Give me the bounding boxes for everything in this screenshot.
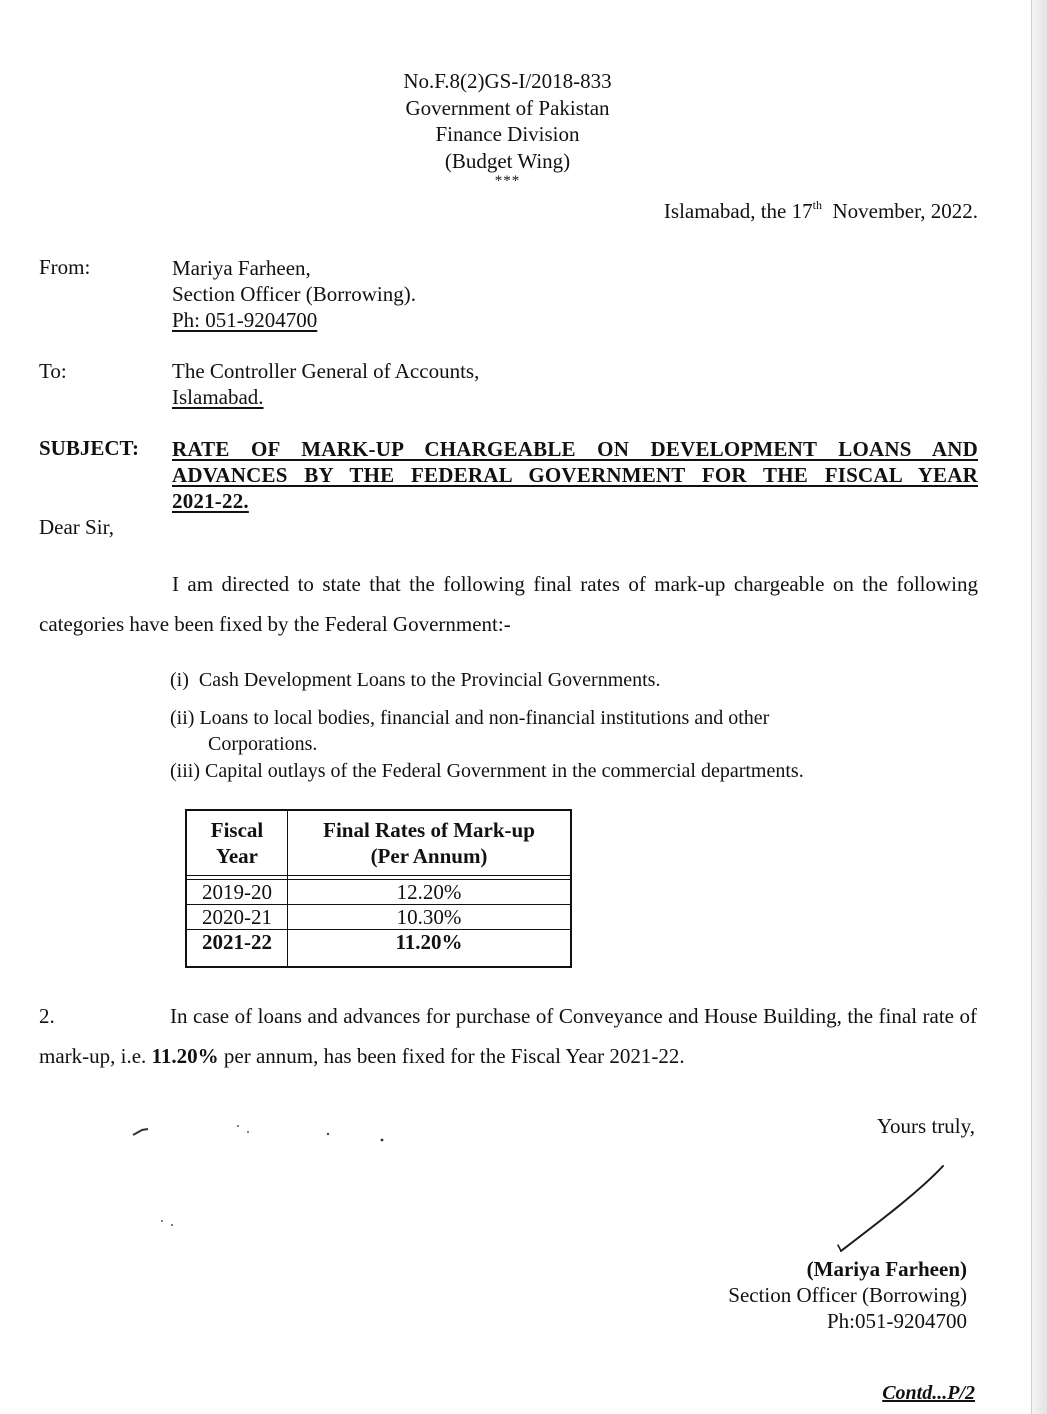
table-header-row [186, 810, 571, 876]
paragraph-2 [39, 996, 977, 1076]
header-stars: *** [494, 173, 521, 189]
scan-specks [120, 1115, 420, 1235]
category-text: Capital outlays of the Federal Government in the commercial departments. [205, 760, 804, 782]
from-phone: Ph: 051-9204700 [172, 308, 318, 332]
paragraph-number: 2. [39, 1004, 55, 1028]
header-line: Year [216, 844, 258, 868]
salutation: Dear Sir, [39, 515, 114, 539]
cell-rate: 10.30% [288, 905, 572, 930]
to-address [172, 358, 479, 410]
government-name: Government of Pakistan [405, 95, 610, 120]
category-continuation: Corporations. [208, 733, 318, 755]
from-address [172, 255, 416, 333]
table-row [186, 930, 571, 955]
page-edge [1031, 0, 1047, 1414]
header-line: Fiscal [210, 818, 264, 842]
subject-text [172, 436, 978, 514]
cell-year: 2019-20 [186, 880, 288, 905]
paragraph-1: I am directed to state that the following final rates of mark-up chargeable on the following categories have been fixed by the Federal Government:- [39, 572, 978, 636]
table-spacer [186, 954, 571, 967]
date-suffix: November, 2022. [832, 199, 978, 223]
signature-block [728, 1256, 967, 1334]
wing-name: (Budget Wing) [444, 148, 571, 173]
cell-rate: 11.20% [288, 930, 572, 955]
date-ordinal: th [812, 198, 822, 212]
subject-line-2: ADVANCES BY THE FEDERAL GOVERNMENT FOR THE FISCAL YEAR [172, 463, 978, 487]
subject-line-3: 2021-22. [172, 489, 249, 513]
paragraph-2-text-a: In case of loans and advances for purchase of Conveyance and House Building, the final rate of mark-up, i.e. [39, 1004, 977, 1068]
division-name: Finance Division [435, 122, 580, 146]
letter-header [0, 68, 1015, 188]
from-name: Mariya Farheen, [172, 256, 311, 280]
paragraph-2-text-b: per annum, has been fixed for the Fiscal Year 2021-22. [218, 1044, 685, 1068]
category-number: (i) [170, 669, 189, 691]
header-line: (Per Annum) [370, 844, 488, 868]
category-item [170, 758, 804, 784]
table-row [186, 880, 571, 905]
cell-rate: 12.20% [288, 880, 572, 905]
signature-mark [835, 1163, 947, 1256]
closing: Yours truly, [876, 1114, 975, 1138]
reference-number: No.F.8(2)GS-I/2018-833 [403, 69, 612, 93]
signatory-name: (Mariya Farheen) [806, 1257, 967, 1281]
dateline [664, 199, 978, 224]
subject-line-1: RATE OF MARK-UP CHARGEABLE ON DEVELOPMENT LOANS AND [172, 437, 978, 461]
category-text: Cash Development Loans to the Provincial Governments. [198, 669, 661, 691]
signatory-designation: Section Officer (Borrowing) [728, 1283, 967, 1307]
category-item [170, 705, 769, 757]
from-label: From: [39, 255, 91, 279]
to-label: To: [39, 359, 67, 383]
continued-note: Contd...P/2 [882, 1382, 975, 1404]
signatory-phone: Ph:051-9204700 [826, 1309, 967, 1333]
paragraph-2-rate: 11.20% [151, 1044, 219, 1068]
to-recipient: The Controller General of Accounts, [172, 359, 480, 383]
category-number: (iii) [170, 760, 200, 782]
category-item [170, 667, 660, 693]
from-designation: Section Officer (Borrowing). [172, 282, 416, 306]
to-city: Islamabad. [172, 385, 264, 409]
subject-label: SUBJECT: [39, 436, 139, 460]
header-final-rates [288, 810, 572, 876]
header-line: Final Rates of Mark-up [323, 818, 535, 842]
date-prefix: Islamabad, the 17 [663, 199, 813, 223]
header-fiscal-year [186, 810, 288, 876]
cell-year: 2020-21 [186, 905, 288, 930]
category-number: (ii) [170, 707, 195, 729]
cell-year: 2021-22 [186, 930, 288, 955]
markup-rates-table [185, 809, 572, 968]
category-text: Loans to local bodies, financial and non-financial institutions and other [199, 707, 770, 729]
table-row [186, 905, 571, 930]
